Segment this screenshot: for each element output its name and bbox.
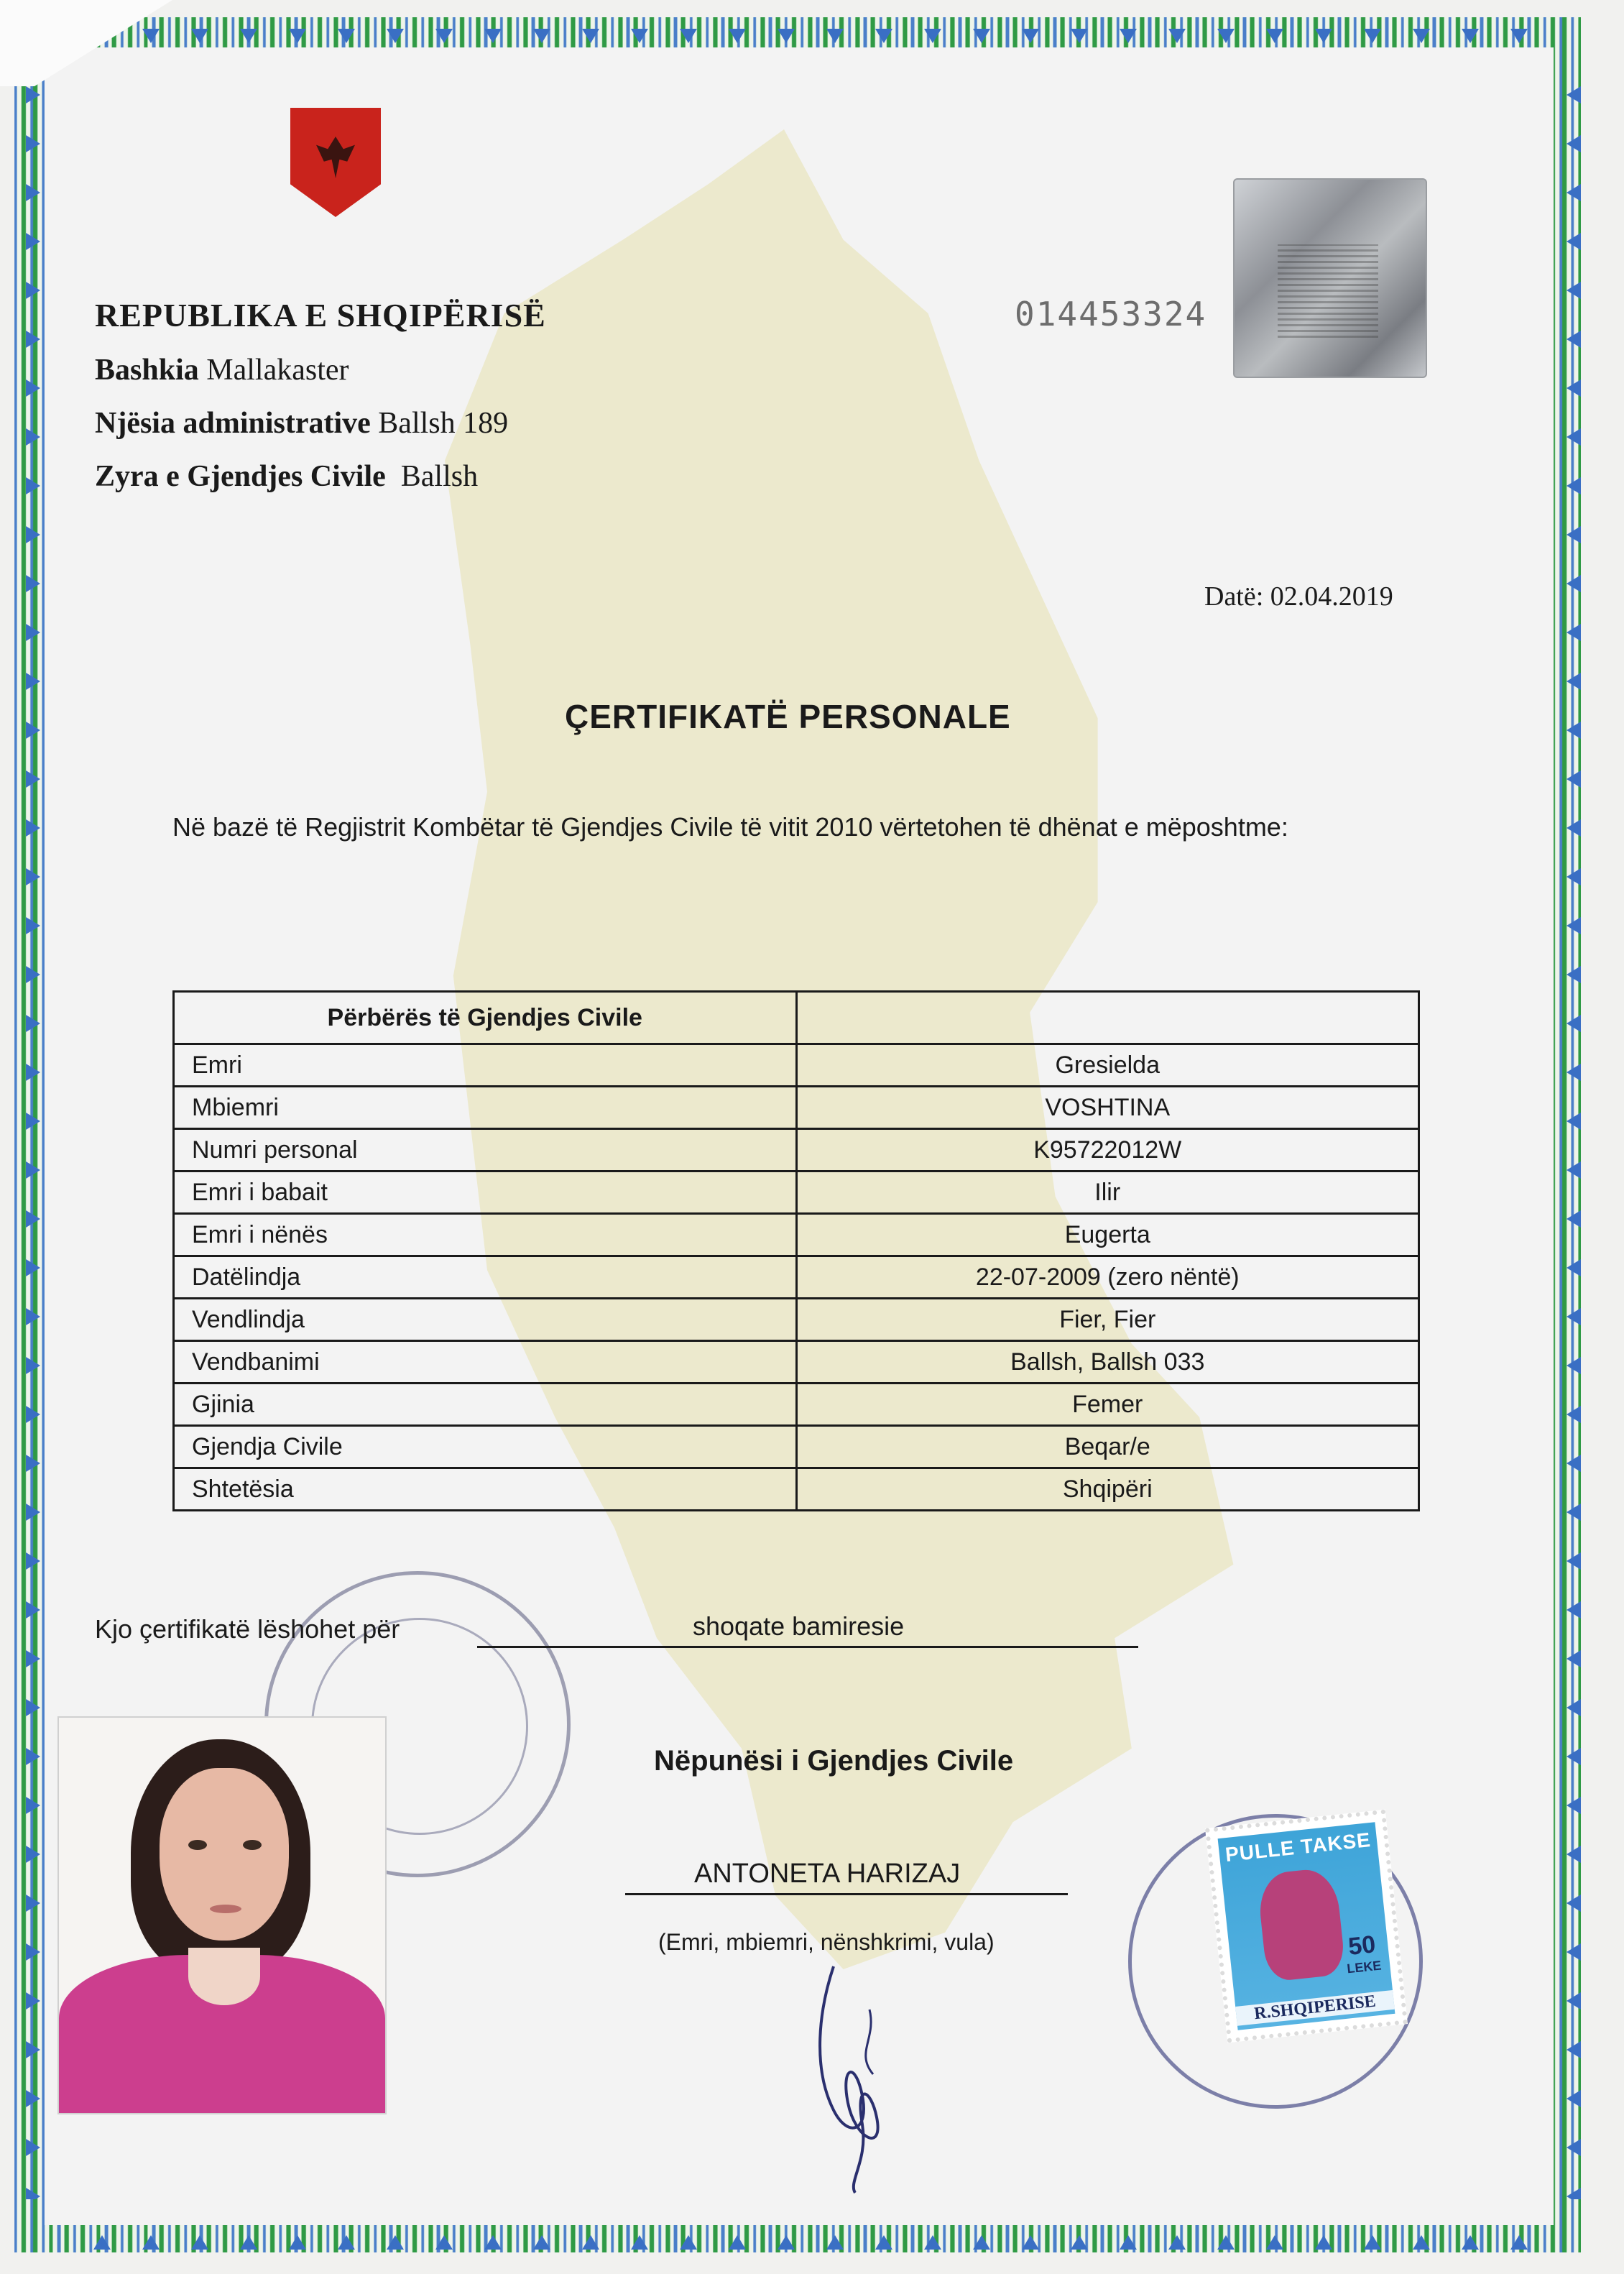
row-label: Vendbanimi — [174, 1341, 797, 1384]
table-row — [174, 1468, 1419, 1511]
table-row — [174, 1129, 1419, 1171]
table-header-row — [174, 992, 1419, 1044]
table-row — [174, 1341, 1419, 1384]
admin-unit-label: Njësia administrative — [95, 407, 371, 440]
table-row — [174, 1087, 1419, 1129]
row-label: Vendlindja — [174, 1299, 797, 1341]
row-label: Gjinia — [174, 1384, 797, 1426]
row-value: Ballsh, Ballsh 033 — [796, 1341, 1419, 1384]
officer-title: Nëpunësi i Gjendjes Civile — [654, 1745, 1014, 1777]
row-value: Femer — [796, 1384, 1419, 1426]
row-value: K95722012W — [796, 1129, 1419, 1171]
table-row — [174, 1384, 1419, 1426]
officer-signature-line — [625, 1893, 1068, 1895]
municipality-value: Mallakaster — [206, 354, 349, 387]
row-value: Shqipëri — [796, 1468, 1419, 1511]
table-row — [174, 1044, 1419, 1087]
officer-caption: (Emri, mbiemri, nënshkrimi, vula) — [658, 1929, 995, 1955]
serial-number: 014453324 — [1015, 295, 1207, 333]
skanderbeg-portrait-icon — [1256, 1866, 1346, 1982]
issuer-block — [95, 296, 546, 494]
hologram-pattern — [1278, 244, 1378, 338]
row-label: Gjendja Civile — [174, 1426, 797, 1468]
municipality-label: Bashkia — [95, 354, 199, 387]
tax-stamp-country: R.SHQIPERISE — [1235, 1990, 1395, 2026]
border-triangles-left — [24, 72, 43, 2199]
border-triangles-bottom — [79, 2232, 1545, 2251]
table-row — [174, 1214, 1419, 1256]
table-row — [174, 1256, 1419, 1299]
officer-name: ANTONETA HARIZAJ — [694, 1859, 961, 1889]
table-header: Përbërës të Gjendjes Civile — [174, 992, 797, 1044]
row-value: Eugerta — [796, 1214, 1419, 1256]
holder-photo — [57, 1716, 387, 2114]
row-label: Mbiemri — [174, 1087, 797, 1129]
republic-name: REPUBLIKA E SHQIPËRISË — [95, 297, 546, 333]
row-label: Emri i babait — [174, 1171, 797, 1214]
intro-text: Në bazë të Regjistrit Kombëtar të Gjendjes Civile të vitit 2010 vërtetohen të dhënat e mëposhtme: — [172, 812, 1288, 842]
issue-date: Datë: 02.04.2019 — [1204, 581, 1393, 612]
office-line — [95, 459, 546, 494]
table-header-blank — [796, 992, 1419, 1044]
row-value: Beqar/e — [796, 1426, 1419, 1468]
row-value: Ilir — [796, 1171, 1419, 1214]
civil-status-table — [172, 990, 1420, 1511]
handwritten-signature — [805, 1952, 913, 2196]
tax-stamp-title: PULLE TAKSE — [1224, 1828, 1372, 1866]
border-triangles-top — [79, 27, 1545, 46]
tax-stamp-unit: LEKE — [1346, 1958, 1383, 1976]
row-value: Gresielda — [796, 1044, 1419, 1087]
row-value: 22-07-2009 (zero nëntë) — [796, 1256, 1419, 1299]
row-value: Fier, Fier — [796, 1299, 1419, 1341]
admin-unit-line — [95, 406, 546, 441]
admin-unit-value: Ballsh 189 — [378, 407, 509, 440]
tax-stamp — [1205, 1810, 1408, 2043]
office-label: Zyra e Gjendjes Civile — [95, 460, 386, 493]
row-value: VOSHTINA — [796, 1087, 1419, 1129]
tax-stamp-value — [1343, 1930, 1382, 1977]
table-row — [174, 1299, 1419, 1341]
office-value: Ballsh — [400, 460, 479, 493]
row-label: Datëlindja — [174, 1256, 797, 1299]
border-triangles-right — [1564, 72, 1582, 2199]
document-title: ÇERTIFIKATË PERSONALE — [565, 698, 1011, 735]
issued-for-underline — [477, 1646, 1138, 1648]
issued-for-value: shoqate bamiresie — [693, 1611, 905, 1641]
table-row — [174, 1426, 1419, 1468]
table-row — [174, 1171, 1419, 1214]
issued-for-label: Kjo çertifikatë lëshohet për — [95, 1614, 400, 1644]
municipality-line — [95, 353, 546, 387]
tax-stamp-amount: 50 — [1347, 1930, 1378, 1961]
row-label: Emri — [174, 1044, 797, 1087]
row-label: Emri i nënës — [174, 1214, 797, 1256]
security-hologram — [1233, 178, 1427, 378]
row-label: Shtetësia — [174, 1468, 797, 1511]
row-label: Numri personal — [174, 1129, 797, 1171]
